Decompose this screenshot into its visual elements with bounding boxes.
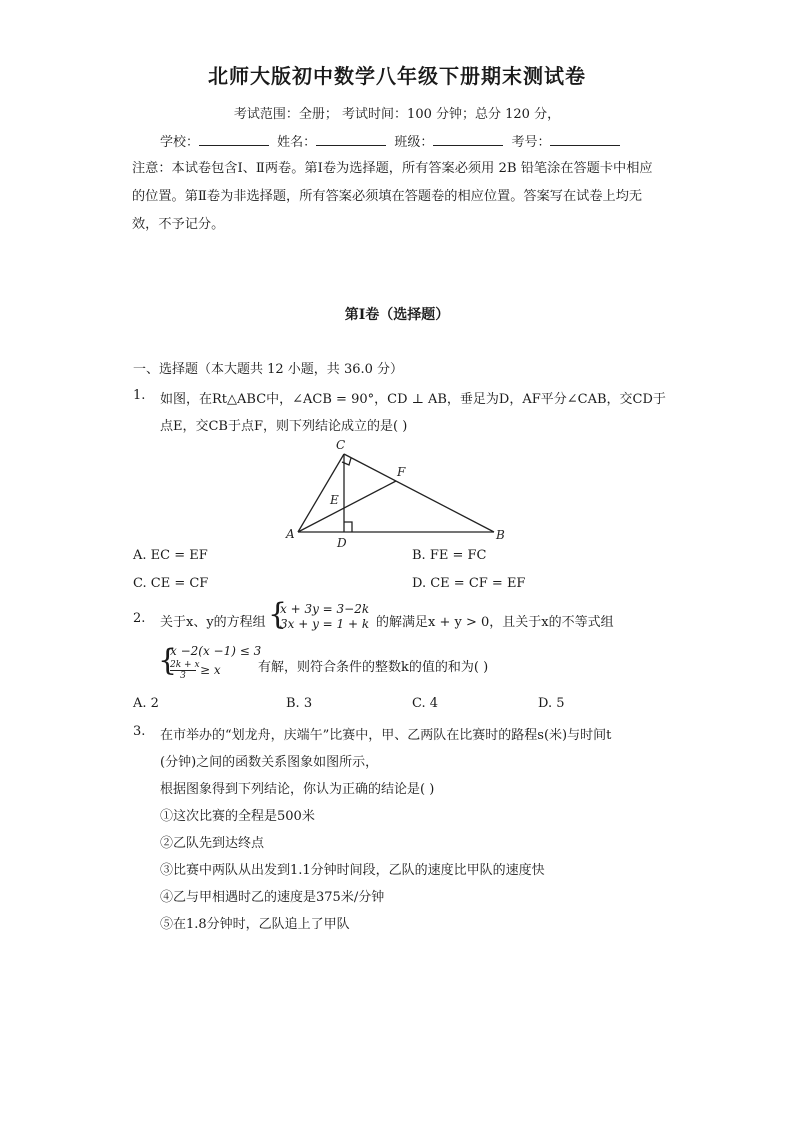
- fraction-numerator: 2k + x: [170, 660, 200, 670]
- page-title: 北师大版初中数学八年级下册期末测试卷: [208, 64, 586, 88]
- name-label: 姓名：: [277, 135, 317, 150]
- q2-inequality-2-fraction: [170, 660, 200, 681]
- q3-text-line1: 在市举办的“划龙舟，庆端午”比赛中，甲、乙两队在比赛时的路程s(米)与时间t: [160, 728, 612, 743]
- q1-triangle-figure: [280, 436, 520, 552]
- fraction-denominator: 3: [180, 671, 186, 681]
- q2-post-text: 的解满足x + y > 0，且关于x的不等式组: [376, 615, 614, 630]
- part-heading: 一、选择题（本大题共 12 小题，共 36.0 分）: [133, 362, 404, 377]
- q2-number: 2.: [133, 611, 146, 626]
- right-angle-mark-d: [344, 522, 352, 532]
- section-title: 第Ⅰ卷（选择题）: [344, 307, 450, 323]
- q3-text-line2: (分钟)之间的函数关系图象如图所示，: [160, 755, 379, 770]
- q3-item-2: ②乙队先到达终点: [160, 836, 265, 851]
- q2-equation-1: x + 3y = 3−2k: [280, 602, 370, 616]
- q1-text-line2: 点E，交CB于点F，则下列结论成立的是( ): [160, 419, 408, 434]
- q1-text-line1: 如图，在Rt△ABC中，∠ACB = 90°，CD ⊥ AB，垂足为D，AF平分∠CAB，交CD于: [160, 392, 666, 407]
- label-b: B: [496, 528, 505, 542]
- school-label: 学校：: [160, 135, 200, 150]
- q2-option-b[interactable]: B. 3: [286, 696, 313, 711]
- q2-tail-text: 有解，则符合条件的整数k的值的和为( ): [258, 660, 489, 675]
- q2-inequality-brace: {: [158, 643, 178, 678]
- q1-number: 1.: [133, 388, 146, 403]
- q3-item-4: ④乙与甲相遇时乙的速度是375米/分钟: [160, 890, 385, 905]
- q3-item-3: ③比赛中两队从出发到1.1分钟时间段，乙队的速度比甲队的速度快: [160, 863, 545, 878]
- exam-info: 考试范围：全册； 考试时间：100 分钟；总分 120 分，: [233, 107, 561, 122]
- q2-option-c[interactable]: C. 4: [412, 696, 439, 711]
- q3-item-1: ①这次比赛的全程是500米: [160, 809, 315, 824]
- q2-inequality-1: x −2(x −1) ≤ 3: [170, 644, 262, 658]
- number-label: 考号：: [511, 135, 551, 150]
- school-blank[interactable]: [199, 133, 269, 146]
- q2-option-a[interactable]: A. 2: [133, 696, 159, 711]
- label-c: C: [336, 438, 346, 452]
- q1-option-a[interactable]: A. EC = EF: [133, 548, 208, 563]
- q1-option-d[interactable]: D. CE = CF = EF: [412, 576, 526, 591]
- q2-system-brace: {: [268, 597, 288, 632]
- q3-number: 3.: [133, 724, 146, 739]
- side-cb: [344, 454, 494, 532]
- q1-option-c[interactable]: C. CE = CF: [133, 576, 209, 591]
- label-d: D: [337, 536, 347, 550]
- label-a: A: [286, 527, 295, 541]
- q1-option-b[interactable]: B. FE = FC: [412, 548, 487, 563]
- q2-equation-2: 3x + y = 1 + k: [280, 617, 370, 631]
- exam-note: 注意：本试卷包含Ⅰ、Ⅱ两卷。第Ⅰ卷为选择题，所有答案必须用 2B 铅笔涂在答题卡中相应的位置。第Ⅱ卷为非选择题，所有答案必须填在答题卷的相应位置。答案写在试卷上均无效，不予记分。: [132, 161, 653, 232]
- label-f: F: [397, 465, 406, 479]
- label-e: E: [330, 493, 339, 507]
- number-blank[interactable]: [550, 133, 620, 146]
- q2-option-d[interactable]: D. 5: [538, 696, 565, 711]
- class-label: 班级：: [394, 135, 434, 150]
- q2-inequality-2-rest: ≥ x: [200, 663, 221, 677]
- student-fields: [160, 131, 624, 150]
- q2-pre-text: 关于x、y的方程组: [160, 615, 266, 630]
- class-blank[interactable]: [433, 133, 503, 146]
- name-blank[interactable]: [316, 133, 386, 146]
- q3-text-line3: 根据图象得到下列结论，你认为正确的结论是( ): [160, 782, 435, 797]
- q3-item-5: ⑤在1.8分钟时，乙队追上了甲队: [160, 917, 350, 932]
